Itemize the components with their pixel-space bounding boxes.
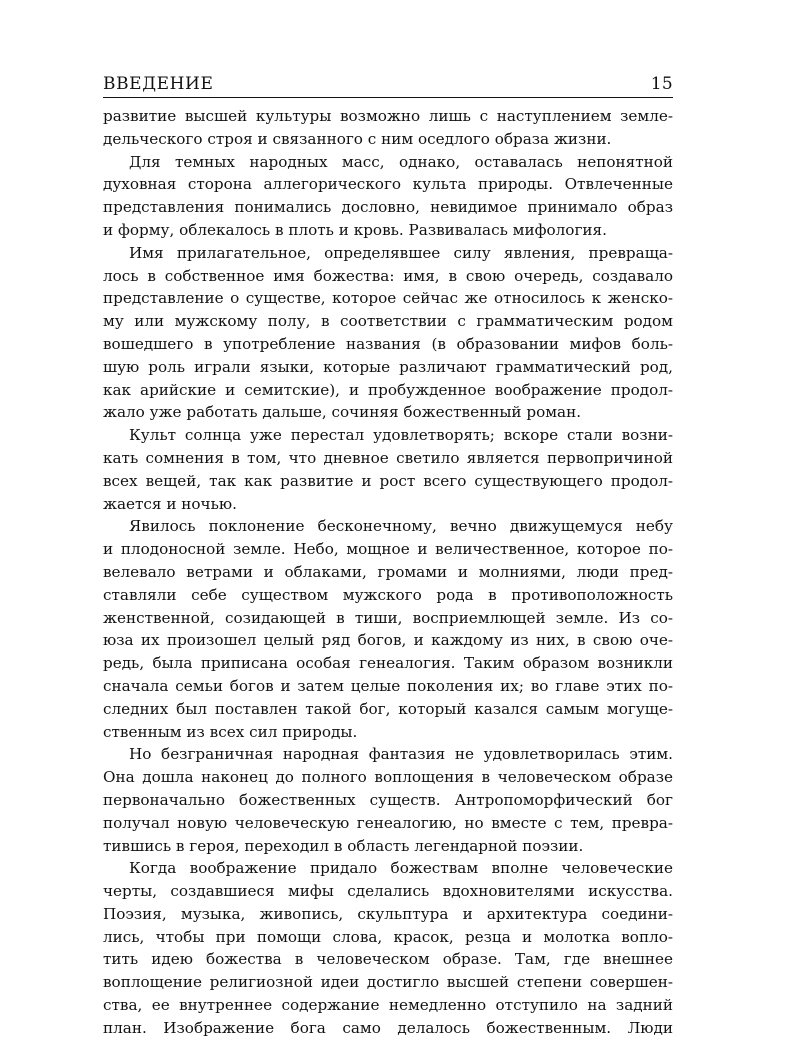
text-line: ственным из всех сил природы. [103, 722, 358, 741]
text-line: воплощение религиозной идеи достигло высшей степени совершен- [103, 973, 673, 992]
text-line: дельческого строя и связанного с ним оседлого образа жизни. [103, 129, 612, 148]
text-line: велевало ветрами и облаками, громами и молниями, люди пред- [103, 562, 673, 581]
text-line: женственной, созидающей в тиши, восприемлющей земле. Из со- [103, 608, 673, 627]
text-line: и плодоносной земле. Небо, мощное и величественное, которое по- [103, 540, 673, 559]
text-line: получал новую человеческую генеалогию, но вместе с тем, превра- [103, 813, 673, 832]
text-line: юза их произошел целый ряд богов, и каждому из них, в свою оче- [103, 631, 673, 650]
paragraph [103, 743, 673, 857]
book-page [103, 72, 673, 1040]
text-line: черты, создавшиеся мифы сделались вдохновителями искусства. [103, 882, 673, 901]
text-line: Когда воображение придало божествам вполне человеческие [129, 859, 673, 878]
text-line: вошедшего в употребление названия (в образовании мифов боль- [103, 334, 673, 353]
text-line: план. Изображение бога само делалось божественным. Люди [103, 1018, 673, 1037]
text-line: и форму, облекалось в плоть и кровь. Развивалась мифология. [103, 220, 607, 239]
text-line: сначала семьи богов и затем целые поколения их; во главе этих по- [103, 676, 673, 695]
text-line: ства, ее внутреннее содержание немедленно отступило на задний [103, 996, 673, 1015]
paragraph [103, 857, 673, 1039]
text-line: всех вещей, так как развитие и рост всего существующего продол- [103, 471, 673, 490]
page-number: 15 [650, 74, 673, 94]
text-line: следних был поставлен такой бог, который казался самым могуще- [103, 699, 673, 718]
text-line: шую роль играли языки, которые различают грамматический род, [103, 357, 673, 376]
body-text [103, 105, 673, 1040]
paragraph [103, 105, 673, 151]
text-line: му или мужскому полу, в соответствии с грамматическим родом [103, 312, 673, 331]
text-line: лись, чтобы при помощи слова, красок, резца и молотка вопло- [103, 927, 673, 946]
text-line: тившись в героя, переходил в область легендарной поэзии. [103, 836, 584, 855]
text-line: кать сомнения в том, что дневное светило является первопричиной [103, 448, 673, 467]
text-line: как арийские и семитские), и пробужденное воображение продол- [103, 380, 673, 399]
paragraph [103, 515, 673, 743]
text-line: тить идею божества в человеческом образе. Там, где внешнее [103, 950, 673, 969]
text-line: лось в собственное имя божества: имя, в свою очередь, создавало [103, 266, 673, 285]
text-line: Но безграничная народная фантазия не удовлетворилась этим. [129, 745, 673, 764]
text-line: первоначально божественных существ. Антропоморфический бог [103, 790, 673, 809]
text-line: Имя прилагательное, определявшее силу явления, превраща- [129, 243, 673, 262]
text-line: Она дошла наконец до полного воплощения в человеческом образе [103, 768, 673, 787]
text-line: развитие высшей культуры возможно лишь с наступлением земле- [103, 107, 673, 125]
text-line: Для темных народных масс, однако, оставалась непонятной [129, 152, 673, 171]
text-line: редь, была приписана особая генеалогия. Таким образом возникли [103, 654, 673, 673]
text-line: представления понимались дословно, невидимое принимало образ [103, 198, 673, 217]
text-line: духовная сторона аллегорического культа природы. Отвлеченные [103, 175, 673, 194]
text-line: ставляли себе существом мужского рода в противоположность [103, 585, 673, 604]
text-line: Культ солнца уже перестал удовлетворять; вскоре стали возни- [129, 426, 673, 445]
paragraph [103, 151, 673, 242]
text-line: представление о существе, которое сейчас же относилось к женско- [103, 289, 673, 308]
paragraph [103, 424, 673, 515]
chapter-title: ВВЕДЕНИЕ [103, 74, 214, 94]
text-line: Явилось поклонение бесконечному, вечно движущемуся небу [129, 517, 673, 536]
text-line: жается и ночью. [103, 494, 237, 513]
text-line: Поэзия, музыка, живопись, скульптура и архитектура соедини- [103, 904, 673, 923]
paragraph [103, 242, 673, 424]
running-header [103, 72, 673, 98]
text-line: жало уже работать дальше, сочиняя божественный роман. [103, 403, 582, 422]
